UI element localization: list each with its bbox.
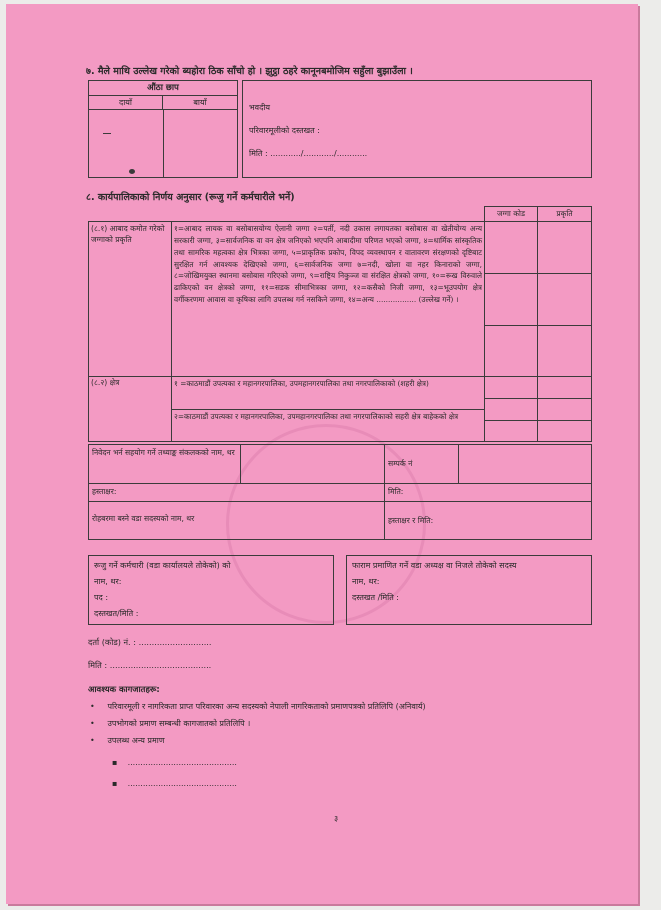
- section8-heading: ८. कार्यपालिकाको निर्णय अनुसार (रूजु गर्ने कर्मचारीले भर्ने): [86, 192, 295, 203]
- registration-code[interactable]: दर्ता (कोड) नं. : ............................: [88, 637, 212, 647]
- closing-text: भवदीय: [249, 103, 271, 112]
- row2-opt2-cell: [171, 409, 485, 442]
- verifier-sign-label: दस्तखत/मिति :: [94, 609, 139, 618]
- document-item: • उपभोगको प्रमाण सम्बन्धी कागजातको प्रतिलिपि ।: [90, 719, 251, 728]
- nature-cell-2[interactable]: [537, 273, 592, 326]
- verifier-name-label: नाम, थर:: [94, 577, 122, 586]
- bullet-icon: •: [90, 736, 108, 745]
- nature-cell-5[interactable]: [537, 398, 592, 421]
- section7-heading: ७. मैले माथि उल्लेख गरेको ब्यहोरा ठिक साँचो हो । झुट्ठा ठहरे कानूनबमोजिम सहुँला बुझाउँला ।: [86, 66, 413, 77]
- collector-name-label-cell: [88, 444, 241, 484]
- square-bullet-icon: ▪: [112, 779, 128, 788]
- contact-label-cell: [384, 444, 459, 484]
- thumb-left-label: बायाँ: [163, 96, 237, 110]
- row1-options: १=आबाद लायक वा बसोबासयोग्य ऐलानी जग्गा २=पर्ती, नदी उकास लगायतका बसोबास वा खेतीयोग्य अन्य सरकारी जग्गा, ३=सार्वजनिक वा वन क्षेत्र जनिएको भएपनि आबादीमा परिणत भएको जग्गा, ४=धार्मिक सांस्कृतिक तथा सामरिक महत्वका क्षेत्र भित्रका जग्गा, ५=प्राकृतिक प्रकोप, विपद व्यवस्थापन र वातावरण संरक्षणको दृष्टिबाट सुरक्षित गर्न आवश्यक देखिएको जग्गा, ६=सार्वजनिक जग्गा ७=नदी, खोला वा नहर किनाराको जग्गा, ८=जोखिमयुक्त स्थानमा बसोबास गरिएको जग्गा, ९=राष्ट्रिय निकुञ्ज वा संरक्षित क्षेत्रको जग्गा, १०=रूख विरुवाले ढाकिएको वन क्षेत्रको जग्गा, ११=सडक सीमाभित्रका जग्गा, १२=कसैको निजी जग्गा, १३=भूउपयोग क्षेत्र वर्गीकरणमा आवास वा कृषिका लागि उपलब्ध गर्न नसकिने जग्गा, १४=अन्य ................. (उल्लेख गर्ने) ।: [174, 224, 482, 305]
- thumb-right-label: दायाँ: [89, 96, 163, 110]
- code-cell-4[interactable]: [484, 376, 538, 399]
- nature-cell-1[interactable]: [537, 221, 592, 274]
- collector-table: [88, 444, 592, 540]
- mark-dash: [103, 133, 111, 134]
- code-cell-1[interactable]: [484, 221, 538, 274]
- form-page: [6, 4, 638, 904]
- certifier-sign-label: दस्तखत /मिति :: [352, 593, 399, 602]
- code-cell-6[interactable]: [484, 420, 538, 442]
- witness-name-label: रोहबरमा बस्ने वडा सदस्यको नाम, थर: [92, 514, 195, 523]
- square-bullet-icon: ▪: [112, 758, 128, 767]
- page-number: ३: [334, 814, 339, 823]
- row1-label-cell: [88, 221, 172, 377]
- nature-cell-6[interactable]: [537, 420, 592, 442]
- area-option-urban: १ =काठमाडौं उपत्यका र महानगरपालिका, उपमहानगरपालिका तथा नगरपालिकाको (शहरी क्षेत्र): [174, 379, 429, 388]
- verifier-title: रूजु गर्ने कर्मचारी (वडा कार्यालयले तोकेको) को: [94, 561, 231, 570]
- collector-sign-cell[interactable]: [88, 483, 385, 502]
- row1-label: (८.१) आबाद कमोत गरेको जग्गाको प्रकृति: [91, 224, 165, 244]
- document-item: • परिवारमूली र नागरिकता प्राप्त परिवारका अन्य सदस्यको नेपाली नागरिकताको प्रमाणपत्रको प्रतिलिपि (अनिवार्य): [90, 702, 426, 711]
- code-cell-5[interactable]: [484, 398, 538, 421]
- verifier-box: [88, 555, 334, 625]
- certifier-name-label: नाम, थर:: [352, 577, 380, 586]
- code-cell-3[interactable]: [484, 325, 538, 377]
- other-proof-line-2[interactable]: ▪ ...........................................: [112, 779, 237, 788]
- head-signature-label: परिवारमूलीको दस्तखत :: [249, 126, 320, 135]
- row1-text-cell: [171, 221, 485, 377]
- row2-label: (८.२) क्षेत्र: [91, 378, 120, 387]
- collector-sign-label: हस्ताक्षर:: [92, 487, 117, 496]
- contact-label: सम्पर्क नं: [388, 459, 413, 468]
- nature-header: प्रकृति: [537, 206, 592, 222]
- collector-date-label: मिति:: [388, 487, 404, 496]
- bullet-icon: •: [90, 719, 108, 728]
- land-code-header: जग्गा कोड: [484, 206, 538, 222]
- contact-field[interactable]: [458, 444, 592, 484]
- thumb-divider: [163, 110, 164, 177]
- document-item: • उपलब्ध अन्य प्रमाण: [90, 736, 165, 745]
- witness-sign-cell[interactable]: [384, 501, 592, 540]
- document-list: [90, 701, 426, 746]
- registration-date[interactable]: मिति : .......................................: [88, 660, 212, 670]
- certifier-box: [346, 555, 592, 625]
- row2-label-cell: [88, 376, 172, 442]
- signature-date-label: मिति : ............/............/............: [249, 149, 368, 158]
- code-cell-2[interactable]: [484, 273, 538, 326]
- documents-heading: आवश्यक कागजातहरू:: [88, 684, 160, 694]
- collector-date-cell[interactable]: [384, 483, 592, 502]
- witness-sign-label: हस्ताक्षर र मिति:: [388, 516, 434, 525]
- bullet-icon: •: [90, 702, 108, 711]
- thumbprint-box: [88, 80, 238, 178]
- decision-table: [88, 206, 592, 442]
- collector-name-label: निवेदन भर्न सहयोग गर्ने तथ्याङ्क संकलकको नाम, थर: [92, 448, 235, 457]
- row2-opt1-cell: [171, 376, 485, 410]
- thumbprint-title: औंठा छाप: [89, 81, 237, 96]
- other-proof-line-1[interactable]: ▪ ...........................................: [112, 758, 237, 767]
- collector-name-field[interactable]: [240, 444, 385, 484]
- verifier-post-label: पद :: [94, 593, 109, 602]
- witness-name-cell[interactable]: [88, 501, 385, 540]
- ink-dot: [129, 169, 135, 174]
- area-option-nonurban: २=काठमाडौं उपत्यका र महानगरपालिका, उपमहानगरपालिका तथा नगरपालिकाको सहरी क्षेत्र बाहेकको क्षेत्र: [174, 412, 459, 421]
- nature-cell-4[interactable]: [537, 376, 592, 399]
- nature-cell-3[interactable]: [537, 325, 592, 377]
- applicant-signature-box: [242, 80, 592, 178]
- certifier-title: फाराम प्रमाणित गर्ने वडा अध्यक्ष वा निजले तोकेको सदस्य: [352, 561, 517, 570]
